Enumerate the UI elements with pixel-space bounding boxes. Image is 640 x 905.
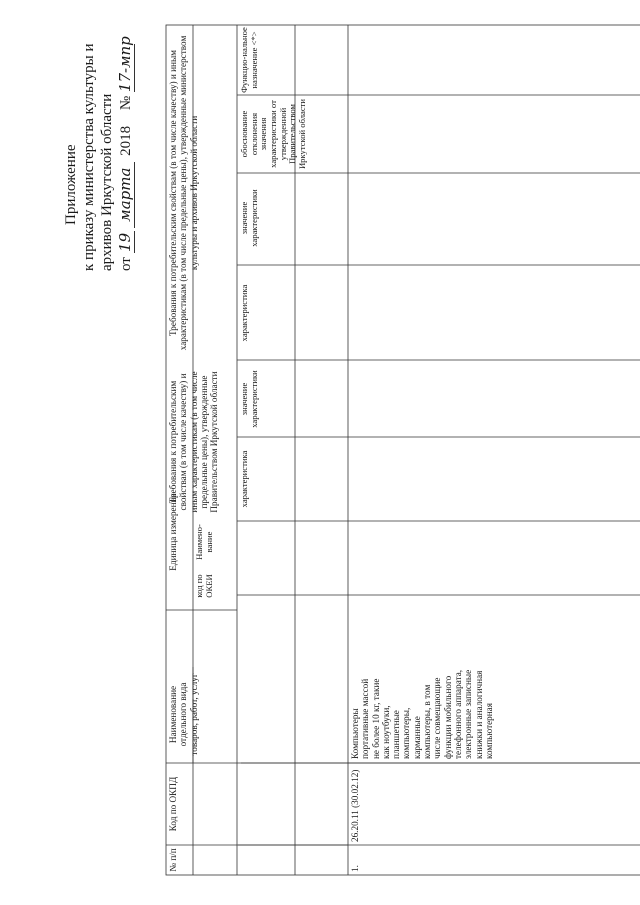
order-month: марта	[116, 162, 135, 228]
order-line-archives: архивов Иркутской области	[99, 93, 115, 271]
order-year: 2018	[118, 125, 134, 156]
header-unit-code: код по ОКЕИ	[194, 574, 214, 598]
date-prefix: от	[118, 257, 134, 271]
header-gov-value: значение характеристики	[239, 370, 259, 428]
order-number: 17-мпр	[116, 36, 134, 93]
number-prefix: №	[118, 95, 134, 111]
header-ministry-function: Функцио-нальное назначение <*>	[239, 27, 259, 93]
header-unit: Единица измерения	[168, 493, 178, 571]
order-line-ministry: к приказу министерства культуры и	[81, 43, 97, 271]
header-number: № п/п	[168, 848, 178, 872]
header-unit-name: Наимено-вание	[194, 524, 214, 560]
row-okpd-code: 26.20.11 (30.02.12)	[350, 769, 360, 842]
header-okpd: Код по ОКПД	[168, 776, 178, 832]
header-ministry-value: значение характеристики	[239, 189, 259, 247]
row-number: 1.	[350, 865, 360, 872]
row-item-name: Компьютеры портативные массой не более 10 кг, такие как ноутбуки, планшетные компьютеры, карманные компьютеры, в том числе совмещающие функции мобильного телефонного аппарата, электронные записные книжки и аналогичная компьютерная	[350, 669, 494, 759]
header-ministry-characteristic: характеристика	[239, 284, 249, 342]
order-day: 19	[116, 232, 134, 252]
header-ministry-reason: обоснование отклонения значения характеристики от утвержденной Правительством Иркутской области	[239, 98, 307, 170]
appendix-label: Приложение	[63, 144, 79, 225]
header-gov-characteristic: характеристика	[239, 450, 249, 508]
header-ministry-requirements: Требования к потребительским свойствам (в том числе качеству) и иным характеристикам (в том числе предельные цены), утвержденные министерством культуры и архивов Иркутской области	[168, 35, 199, 351]
header-name: Наименование отдельного вида товаров, работ, услуг	[168, 673, 199, 756]
header-gov-requirements: Требования к потребительским свойствам (в том числе качеству) и иным характеристикам (в том числе предельные цены), утвержденные Правительством Иркутской области	[168, 371, 220, 513]
